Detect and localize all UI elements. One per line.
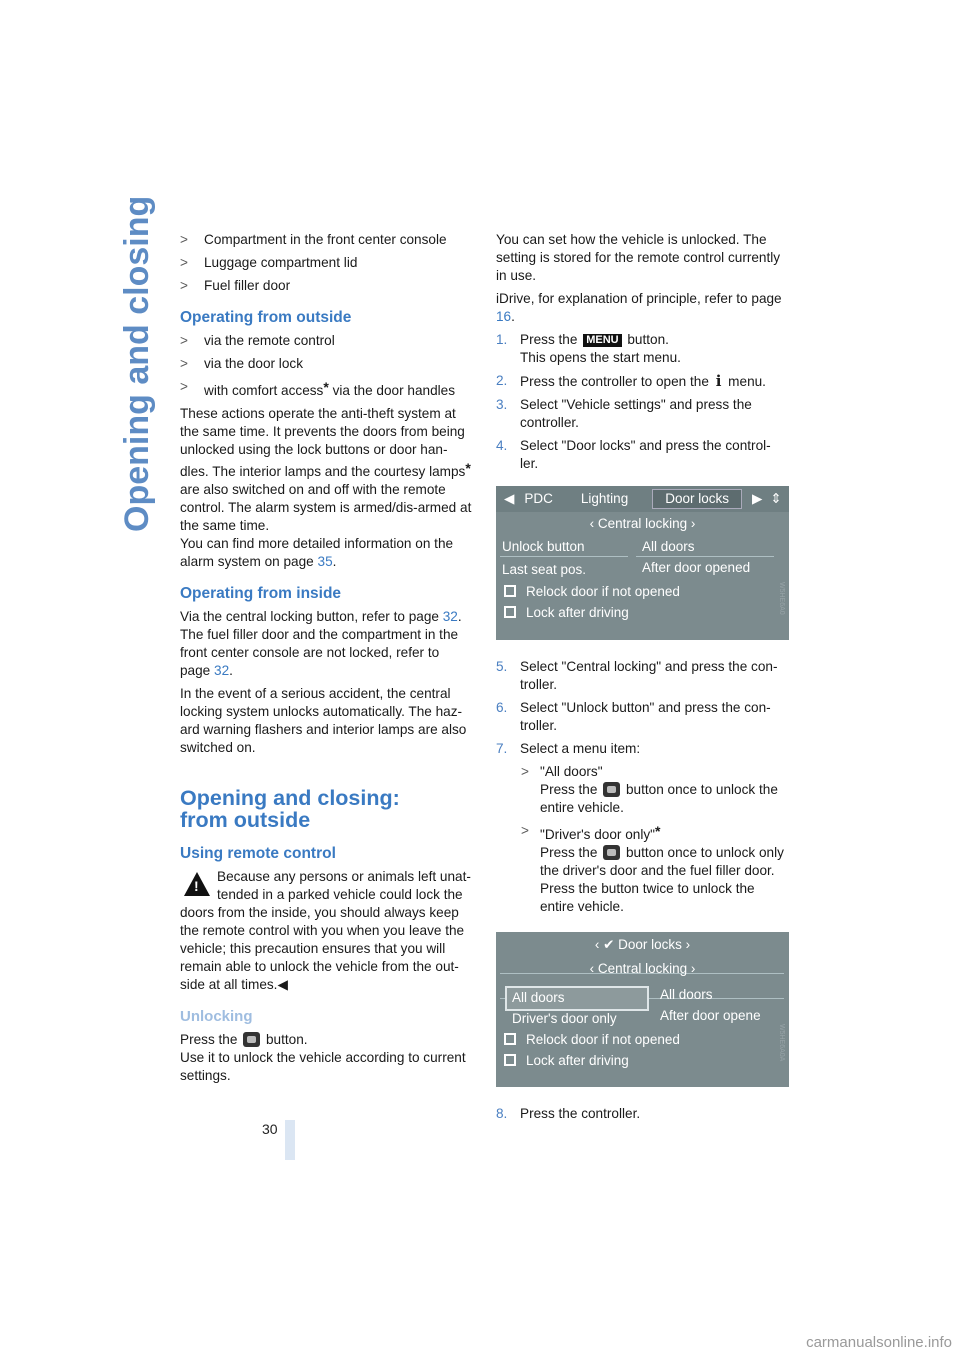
menu-option-item: > "Driver's door only"* Press the button once to unlock only the driver's door and the fuel filler door. Press the button twice to unlock the entire vehicle.: [521, 823, 784, 914]
image-code: W5HE6A0A: [778, 1024, 785, 1062]
step-item: 7. Select a menu item:: [496, 741, 641, 756]
screen-item: Last seat pos.: [502, 562, 587, 577]
site-watermark: carmanualsonline.info: [806, 1334, 952, 1351]
info-i-icon: i: [715, 372, 722, 390]
screen-submenu: ‹ Central locking ›: [589, 961, 696, 976]
paragraph-settings-intro: You can set how the vehicle is unlocked. The setting is stored for the remote control currently in use.: [496, 232, 781, 283]
optional-equipment-star-icon: *: [323, 379, 329, 395]
checkbox-icon: [504, 1054, 516, 1066]
page-link-32[interactable]: 32: [214, 663, 230, 678]
paragraph-accident: In the event of a serious accident, the central locking system unlocks automatically. The haz-ard warning flashers and interior lamps are also switched on.: [180, 686, 467, 755]
paragraph-anti-theft: These actions operate the anti-theft system at the same time. It prevents the doors from being unlocked using the lock buttons or door han-dles. The interior lamps and the courtesy lamps* are also switched on and off with the remote control. The alarm system is armed/dis-armed at the same time. You can find more detailed information on the alarm system on page 35.: [180, 406, 472, 569]
image-code: W5HE6A0: [778, 582, 785, 615]
tab-lighting: Lighting: [580, 491, 629, 506]
remote-unlock-button-icon: [603, 782, 620, 797]
page-link-16[interactable]: 16: [496, 309, 512, 324]
tab-pdc: PDC: [524, 491, 553, 506]
list-item: > via the remote control: [180, 333, 335, 348]
screen-checkbox-item: Lock after driving: [504, 1052, 789, 1070]
idrive-screen-central-locking: [496, 932, 789, 1087]
screen-item: All doors: [642, 539, 695, 554]
screen-checkbox-item: Relock door if not opened: [504, 1031, 789, 1049]
paragraph-unlocking: Press the button. Use it to unlock the vehicle according to current settings.: [180, 1032, 466, 1083]
screen-item: Unlock button: [502, 539, 585, 554]
menu-option-item: > "All doors" Press the button once to unlock the entire vehicle.: [521, 764, 778, 815]
step-item: 8. Press the controller.: [496, 1106, 641, 1121]
screen-submenu: ‹ Central locking ›: [589, 516, 696, 531]
list-item: > with comfort access* via the door handles: [180, 379, 456, 398]
page-number: 30: [262, 1121, 278, 1137]
side-section-title: Opening and closing: [118, 195, 156, 532]
screen-tab-bar: [496, 486, 789, 512]
right-column: [496, 231, 788, 1128]
menu-button-icon: MENU: [583, 334, 621, 347]
page-edge-bar: [285, 1120, 295, 1160]
page-link-32[interactable]: 32: [442, 609, 458, 624]
screen-item: After door opened: [642, 560, 751, 575]
idrive-screen-door-locks: [496, 486, 789, 640]
page-link-35[interactable]: 35: [317, 554, 333, 569]
checkbox-icon: [504, 585, 516, 597]
list-item: > Compartment in the front center console: [180, 232, 447, 247]
screen-item: Driver's door only: [512, 1011, 617, 1026]
step-item: 2. Press the controller to open the i menu.: [496, 372, 766, 390]
heading-unlocking: Unlocking: [180, 1008, 253, 1025]
list-item: > Fuel filler door: [180, 278, 291, 293]
step-item: 6. Select "Unlock button" and press the con-troller.: [496, 700, 771, 733]
step-item: 3. Select "Vehicle settings" and press the controller.: [496, 397, 752, 430]
right-arrow-icon: ▶: [751, 491, 763, 506]
left-arrow-icon: ◀: [504, 491, 515, 506]
checkbox-icon: [504, 606, 516, 618]
checkbox-icon: [504, 1033, 516, 1045]
screen-checkbox-item: Relock door if not opened: [504, 583, 789, 601]
list-item: > Luggage compartment lid: [180, 255, 358, 270]
step-item: 5. Select "Central locking" and press the con-troller.: [496, 659, 778, 692]
screen-item-selected: All doors: [512, 990, 565, 1005]
step-item: 1. Press the MENU button. This opens the start menu.: [496, 332, 681, 365]
left-column: [180, 231, 472, 1090]
heading-operating-inside: Operating from inside: [180, 585, 342, 602]
heading-remote-control: Using remote control: [180, 845, 336, 862]
warning-note: ! Because any persons or animals left unat-tended in a parked vehicle could lock the doors from the inside, you should always keep the remote control with you when you leave the vehicle; this precaution ensures that you will remain able to unlock the vehicle from the out-side at all times.◀: [180, 868, 472, 994]
section-title: Opening and closing: from outside: [180, 786, 400, 832]
screen-title: ‹ ✔ Door locks ›: [594, 937, 691, 952]
optional-equipment-star-icon: *: [655, 823, 661, 839]
scroll-indicator-icon: ⇕: [770, 491, 782, 506]
paragraph-central-locking: Via the central locking button, refer to page 32. The fuel filler door and the compartment in the front center console are not locked, refer to page 32.: [180, 609, 462, 678]
tab-door-locks: Door locks: [652, 489, 742, 509]
optional-equipment-star-icon: *: [465, 460, 471, 476]
heading-operating-outside: Operating from outside: [180, 309, 352, 326]
screen-item: All doors: [660, 987, 713, 1002]
remote-unlock-button-icon: [603, 845, 620, 860]
remote-unlock-button-icon: [243, 1032, 260, 1047]
step-item: 4. Select "Door locks" and press the control-ler.: [496, 438, 771, 471]
screen-checkbox-item: Lock after driving: [504, 604, 789, 622]
warning-triangle-icon: [184, 872, 210, 896]
list-item: > via the door lock: [180, 356, 303, 371]
screen-item: After door opene: [660, 1008, 761, 1023]
paragraph-idrive: iDrive, for explanation of principle, refer to page 16.: [496, 291, 782, 324]
